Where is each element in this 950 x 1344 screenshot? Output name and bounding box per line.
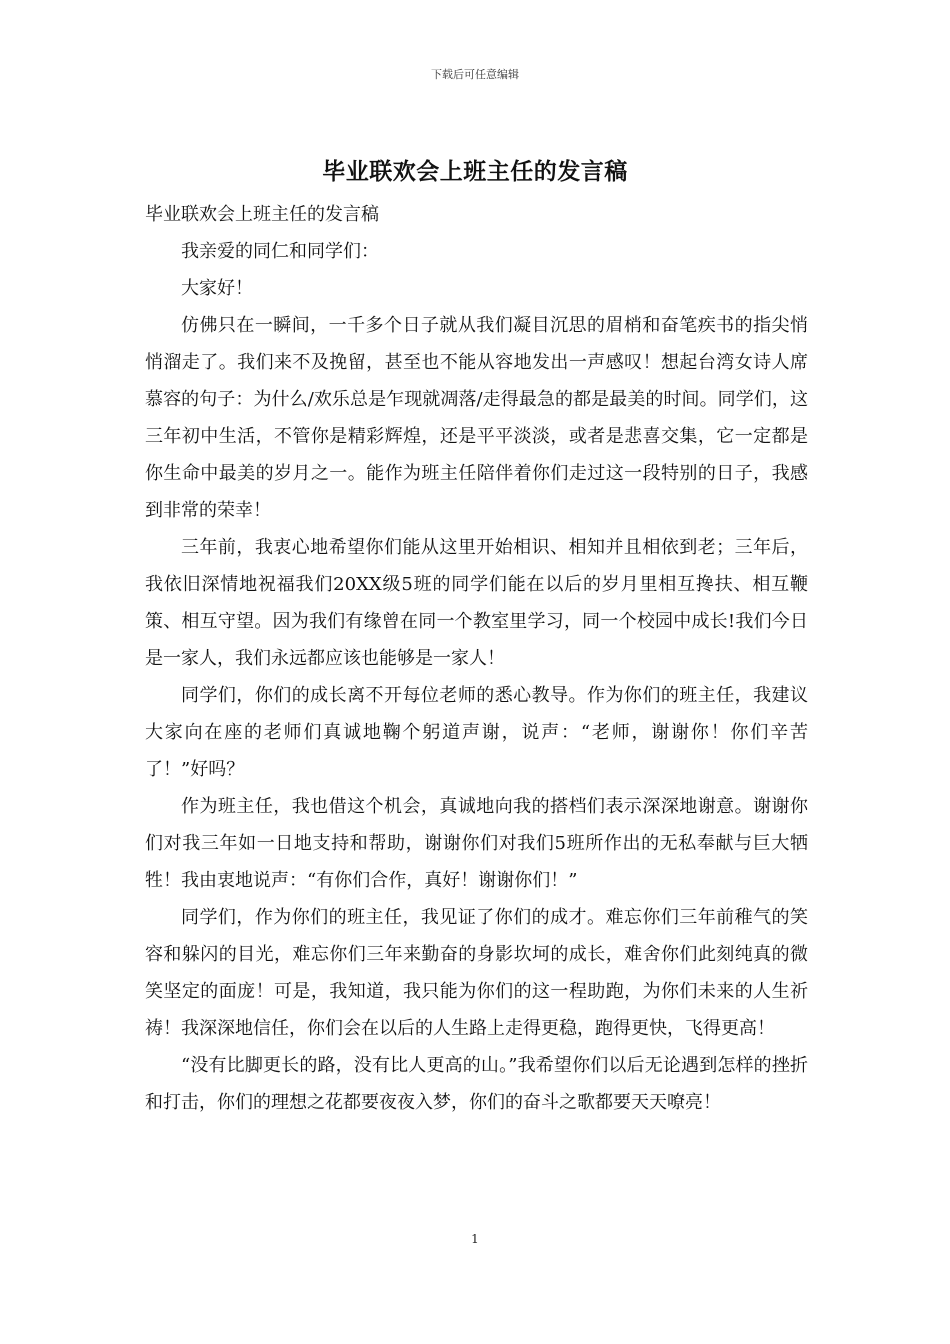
paragraph-5: 同学们，作为你们的班主任，我见证了你们的成才。难忘你们三年前稚气的笑容和躲闪的目光，难忘你们三年来勤奋的身影坎坷的成长，难舍你们此刻纯真的微笑坚定的面庞！可是，我知道，我只能为你们的这一程助跑，为你们未来的人生祈祷！我深深地信任，你们会在以后的人生路上走得更稳，跑得更快，飞得更高！ [145, 907, 808, 1039]
paragraph-2: 三年前，我衷心地希望你们能从这里开始相识、相知并且相依到老；三年后，我依旧深情地祝福我们20XX级5班的同学们能在以后的岁月里相互搀扶、相互鞭策、相互守望。因为我们有缘曾在同一个教室里学习，同一个校园中成长!我们今日是一家人，我们永远都应该也能够是一家人！ [145, 537, 808, 669]
paragraph-1: 仿佛只在一瞬间，一千多个日子就从我们凝目沉思的眉梢和奋笔疾书的指尖悄悄溜走了。我们来不及挽留，甚至也不能从容地发出一声感叹！想起台湾女诗人席慕容的句子：为什么/欢乐总是乍现就凋落/走得最急的都是最美的时间。同学们，这三年初中生活，不管你是精彩辉煌，还是平平淡淡，或者是悲喜交集，它一定都是你生命中最美的岁月之一。能作为班主任陪伴着你们走过这一段特别的日子，我感到非常的荣幸！ [145, 315, 808, 521]
greeting: 大家好！ [181, 278, 253, 299]
document-subtitle: 毕业联欢会上班主任的发言稿 [145, 204, 379, 225]
page-header-note: 下载后可任意编辑 [431, 68, 519, 81]
paragraph-3: 同学们，你们的成长离不开每位老师的悉心教导。作为你们的班主任，我建议大家向在座的老师们真诚地鞠个躬道声谢，说声：“老师，谢谢你！你们辛苦了！”好吗？ [145, 685, 808, 780]
page-number: 1 [471, 1232, 479, 1246]
paragraph-6: “没有比脚更长的路，没有比人更高的山。”我希望你们以后无论遇到怎样的挫折和打击，你们的理想之花都要夜夜入梦，你们的奋斗之歌都要天天嘹亮！ [145, 1055, 808, 1113]
salutation: 我亲爱的同仁和同学们： [181, 241, 379, 262]
document-title: 毕业联欢会上班主任的发言稿 [322, 158, 628, 185]
document-body [145, 196, 808, 1121]
paragraph-4: 作为班主任，我也借这个机会，真诚地向我的搭档们表示深深地谢意。谢谢你们对我三年如一日地支持和帮助，谢谢你们对我们5班所作出的无私奉献与巨大牺牲！我由衷地说声：“有你们合作，真好！谢谢你们！” [145, 796, 808, 891]
